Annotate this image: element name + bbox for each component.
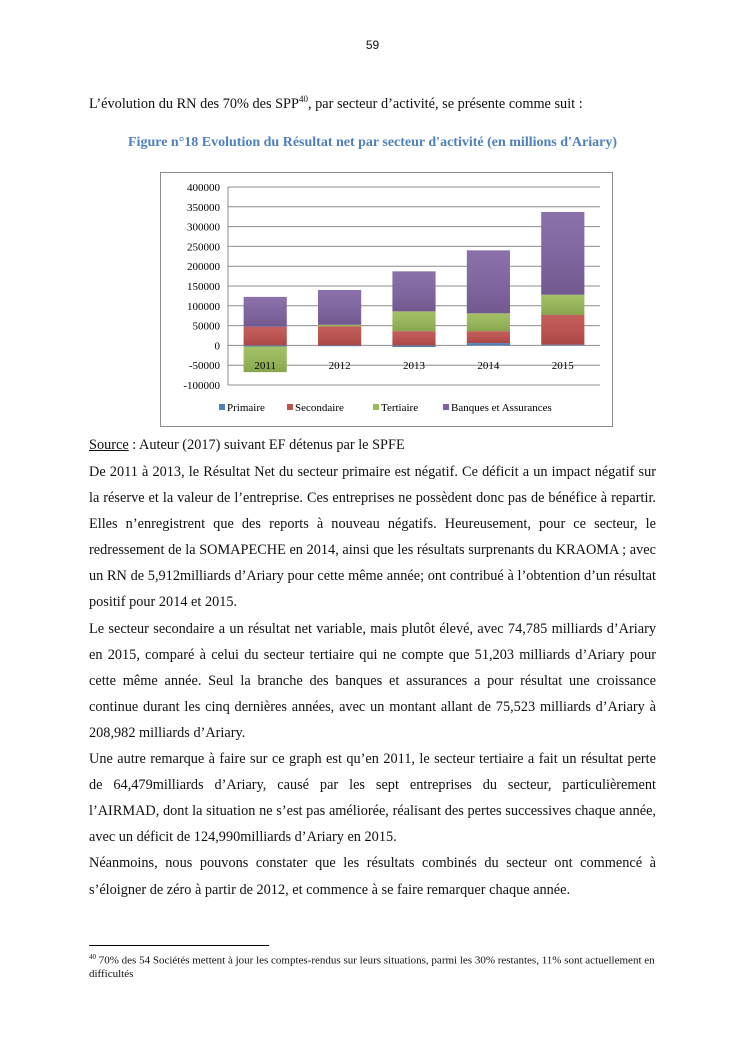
y-tick-label: 150000 (187, 281, 220, 293)
legend-swatch (219, 404, 225, 410)
legend (219, 402, 552, 414)
intro-text-end: , par secteur d’activité, se présente comme suit : (307, 95, 583, 112)
intro-sentence (89, 94, 583, 113)
x-tick-label: 2013 (403, 360, 425, 373)
y-tick-label: -100000 (183, 380, 220, 392)
bar-segment-shading (392, 271, 435, 311)
source-text: : Auteur (2017) suivant EF détenus par le SPFE (128, 437, 405, 453)
source-label: Source (89, 437, 129, 453)
y-tick-label: 200000 (187, 261, 220, 274)
y-tick-label: 100000 (187, 300, 220, 313)
paragraph: De 2011 à 2013, le Résultat Net du secteur primaire est négatif. Ce déficit a un impact négatif sur la réserve et la valeur de l’entreprise. Ces entreprises ne possèdent donc pas de bénéfice à repartir. Elles n’enregistrent que des reports à nouveau négatifs. Heureusement, pour ce secteur, le redressement de la SOMAPECHE en 2014, ainsi que les résultats surprenants du KRAOMA ; avec un RN de 5,912milliards d’Ariary pour cette même année; ont contribué à l’obtention d’un résultat positif pour 2014 et 2015. (89, 464, 656, 611)
y-tick-label: 250000 (187, 241, 220, 254)
legend-swatch (443, 404, 449, 410)
footnote (89, 951, 664, 981)
bar-segment-shading (318, 325, 361, 327)
legend-label: Tertiaire (381, 402, 419, 414)
legend-label: Banques et Assurances (451, 402, 552, 414)
stacked-bar-chart (161, 173, 614, 428)
bars (244, 212, 585, 372)
page-number: 59 (365, 38, 380, 52)
bar-segment-shading (392, 331, 435, 345)
bar-segment-shading (467, 343, 510, 345)
paragraph: Une autre remarque à faire sur ce graph est qu’en 2011, le secteur tertiaire a fait un résultat perte de 64,479milliards d’Ariary, causé par les sept entreprises du secteur, particulièrement l’AIRMAD, dont la situation ne s’est pas améliorée, réalisant des pertes successives chaque année, avec un déficit de 124,990milliards d’Ariary en 2015. (89, 751, 656, 846)
y-tick-label: 50000 (192, 320, 220, 333)
footnote-text: 70% des 54 Sociétés mettent à jour les comptes-rendus sur leurs situations, parmi les 30% restantes, 11% sont actuellement en difficultés (89, 954, 655, 980)
y-tick-label: 350000 (187, 201, 220, 214)
legend-swatch (287, 404, 293, 410)
x-tick-label: 2012 (328, 360, 351, 373)
bar-segment-shading (467, 250, 510, 313)
figure-title: Figure n°18 Evolution du Résultat net par secteur d'activité (en millions d'Ariary) (128, 135, 617, 150)
bar-segment-shading (541, 212, 584, 295)
bar-segment-shading (541, 315, 584, 345)
x-tick-label: 2014 (477, 360, 500, 373)
bar-segment-shading (244, 297, 287, 327)
bar-segment-shading (244, 345, 287, 346)
footnote-separator (89, 945, 269, 946)
x-tick-label: 2015 (551, 360, 574, 373)
y-tick-label: 0 (214, 340, 220, 353)
bar-segment-shading (244, 327, 287, 346)
bar-segment-shading (392, 345, 435, 347)
bar-segment-shading (318, 326, 361, 345)
chart-container (160, 172, 613, 427)
intro-text: L’évolution du RN des 70% des SPP (89, 95, 299, 112)
figure-source (89, 437, 405, 454)
bar-segment-shading (541, 295, 584, 315)
y-axis-ticks (183, 182, 220, 392)
x-axis-ticks (254, 360, 574, 372)
bar-segment-shading (318, 290, 361, 325)
legend-swatch (373, 404, 379, 410)
body-text (89, 459, 656, 903)
y-tick-label: 400000 (187, 182, 220, 194)
footnote-ref: 40 (298, 94, 308, 104)
legend-label: Secondaire (295, 402, 344, 414)
footnote-number: 40 (89, 953, 96, 961)
bar-segment-shading (541, 345, 584, 346)
bar-segment-shading (392, 311, 435, 331)
y-tick-label: -50000 (188, 360, 220, 373)
bar-segment-shading (318, 345, 361, 346)
bar-segment-shading (467, 313, 510, 331)
y-tick-label: 300000 (187, 221, 220, 234)
x-tick-label: 2011 (254, 360, 276, 373)
bar-segment-shading (467, 331, 510, 343)
paragraph: Le secteur secondaire a un résultat net variable, mais plutôt élevé, avec 74,785 milliards d’Ariary en 2015, comparé à celui du secteur tertiaire qui ne compte que 51,203 milliards d’Ariary pour cette même année. Seul la branche des banques et assurances a pour résultat une croissance continue durant les cinq dernières années, avec un montant allant de 75,523 milliards d’Ariary à 208,982 milliards d’Ariary. (89, 620, 656, 741)
legend-label: Primaire (227, 402, 265, 414)
paragraph: Néanmoins, nous pouvons constater que les résultats combinés du secteur ont commencé à s’éloigner de zéro à partir de 2012, et commence à se faire remarquer chaque année. (89, 855, 656, 898)
